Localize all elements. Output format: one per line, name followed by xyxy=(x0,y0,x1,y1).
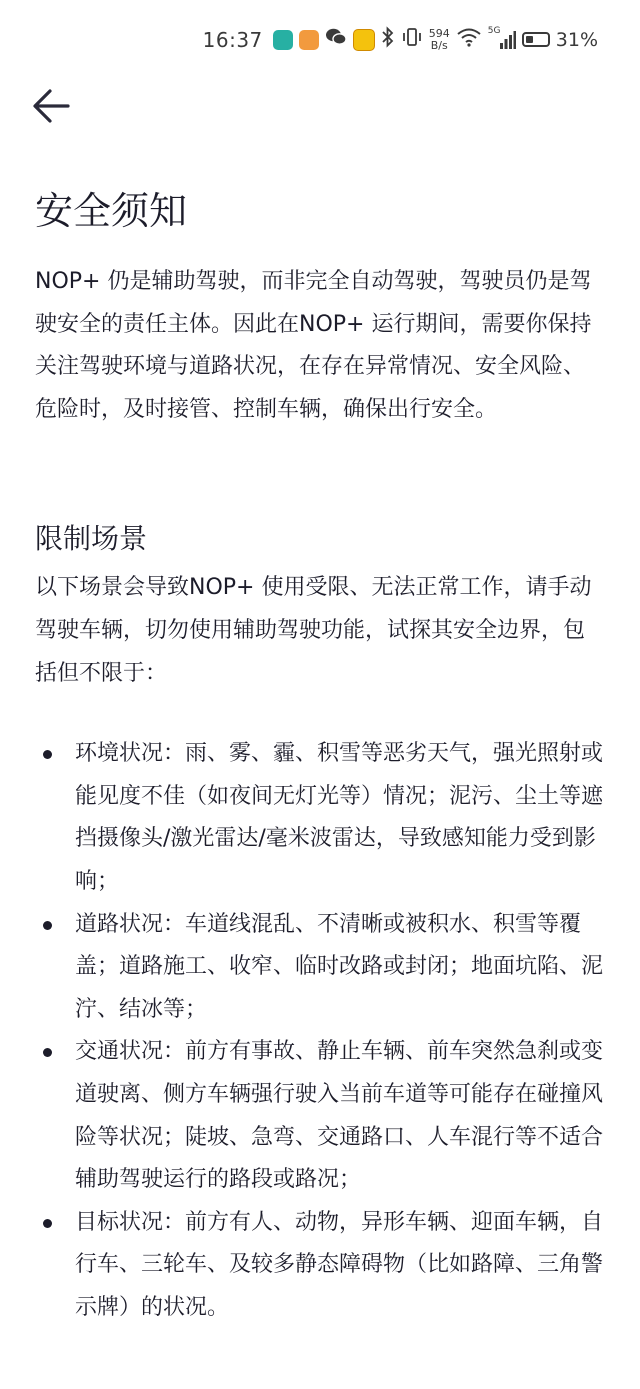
back-button[interactable] xyxy=(30,84,74,128)
section-title-limits: 限制场景 xyxy=(35,522,148,556)
battery-percent: 31% xyxy=(555,28,598,51)
status-time: 16:37 xyxy=(202,27,263,52)
net-speed-unit: B/s xyxy=(430,38,448,52)
battery-icon xyxy=(522,32,550,47)
bullet-icon xyxy=(43,921,52,930)
list-item-text: 环境状况：雨、雾、霾、积雪等恶劣天气，强光照射或能见度不佳（如夜间无灯光等）情况；泥污、尘土等遮挡摄像头/激光雷达/毫米波雷达，导致感知能力受到影响； xyxy=(75,741,604,894)
cell-signal-icon: 5G xyxy=(488,29,516,51)
wechat-icon xyxy=(325,27,347,52)
arrow-left-icon xyxy=(30,84,74,128)
content xyxy=(35,170,605,1329)
wifi-icon xyxy=(456,27,482,52)
bullet-icon xyxy=(43,1219,52,1228)
page-title: 安全须知 xyxy=(35,189,188,233)
limits-description: 以下场景会导致NOP+ 使用受限、无法正常工作，请手动驾驶车辆，切勿使用辅助驾驶功能，试探其安全边界，包括但不限于： xyxy=(35,575,592,686)
heart-app-icon xyxy=(299,30,319,50)
net-speed-value: 594 xyxy=(428,26,450,40)
bullet-icon xyxy=(43,1048,52,1057)
list-item-text: 道路状况：车道线混乱、不清晰或被积水、积雪等覆盖；道路施工、收窄、临时改路或封闭；地面坑陷、泥泞、结冰等； xyxy=(75,911,604,1022)
intro-paragraph: NOP+ 仍是辅助驾驶，而非完全自动驾驶，驾驶员仍是驾驶安全的责任主体。因此在NOP+ 运行期间，需要你保持关注驾驶环境与道路状况，在存在异常情况、安全风险、危险时，及时接管、控制车辆，确保出行安全。 xyxy=(35,269,592,422)
limits-list xyxy=(35,733,605,1329)
game-app-icon xyxy=(353,29,375,51)
status-icons xyxy=(203,26,598,53)
status-bar xyxy=(0,0,640,88)
vibrate-icon xyxy=(401,26,423,53)
list-item xyxy=(35,904,605,1032)
nav-app-icon xyxy=(273,30,293,50)
list-item-text: 目标状况：前方有人、动物，异形车辆、迎面车辆，自行车、三轮车、及较多静态障碍物（比如路障、三角警示牌）的状况。 xyxy=(75,1209,604,1320)
list-item-text: 交通状况：前方有事故、静止车辆、前车突然急刹或变道驶离、侧方车辆强行驶入当前车道等可能存在碰撞风险等状况；陡坡、急弯、交通路口、人车混行等不适合辅助驾驶运行的路段或路况； xyxy=(75,1039,604,1193)
list-item xyxy=(35,1202,605,1330)
net-speed xyxy=(429,28,450,52)
list-item xyxy=(35,1031,605,1201)
bluetooth-icon xyxy=(381,26,395,53)
list-item xyxy=(35,733,605,903)
bullet-icon xyxy=(43,750,52,759)
battery-fill xyxy=(526,36,533,43)
